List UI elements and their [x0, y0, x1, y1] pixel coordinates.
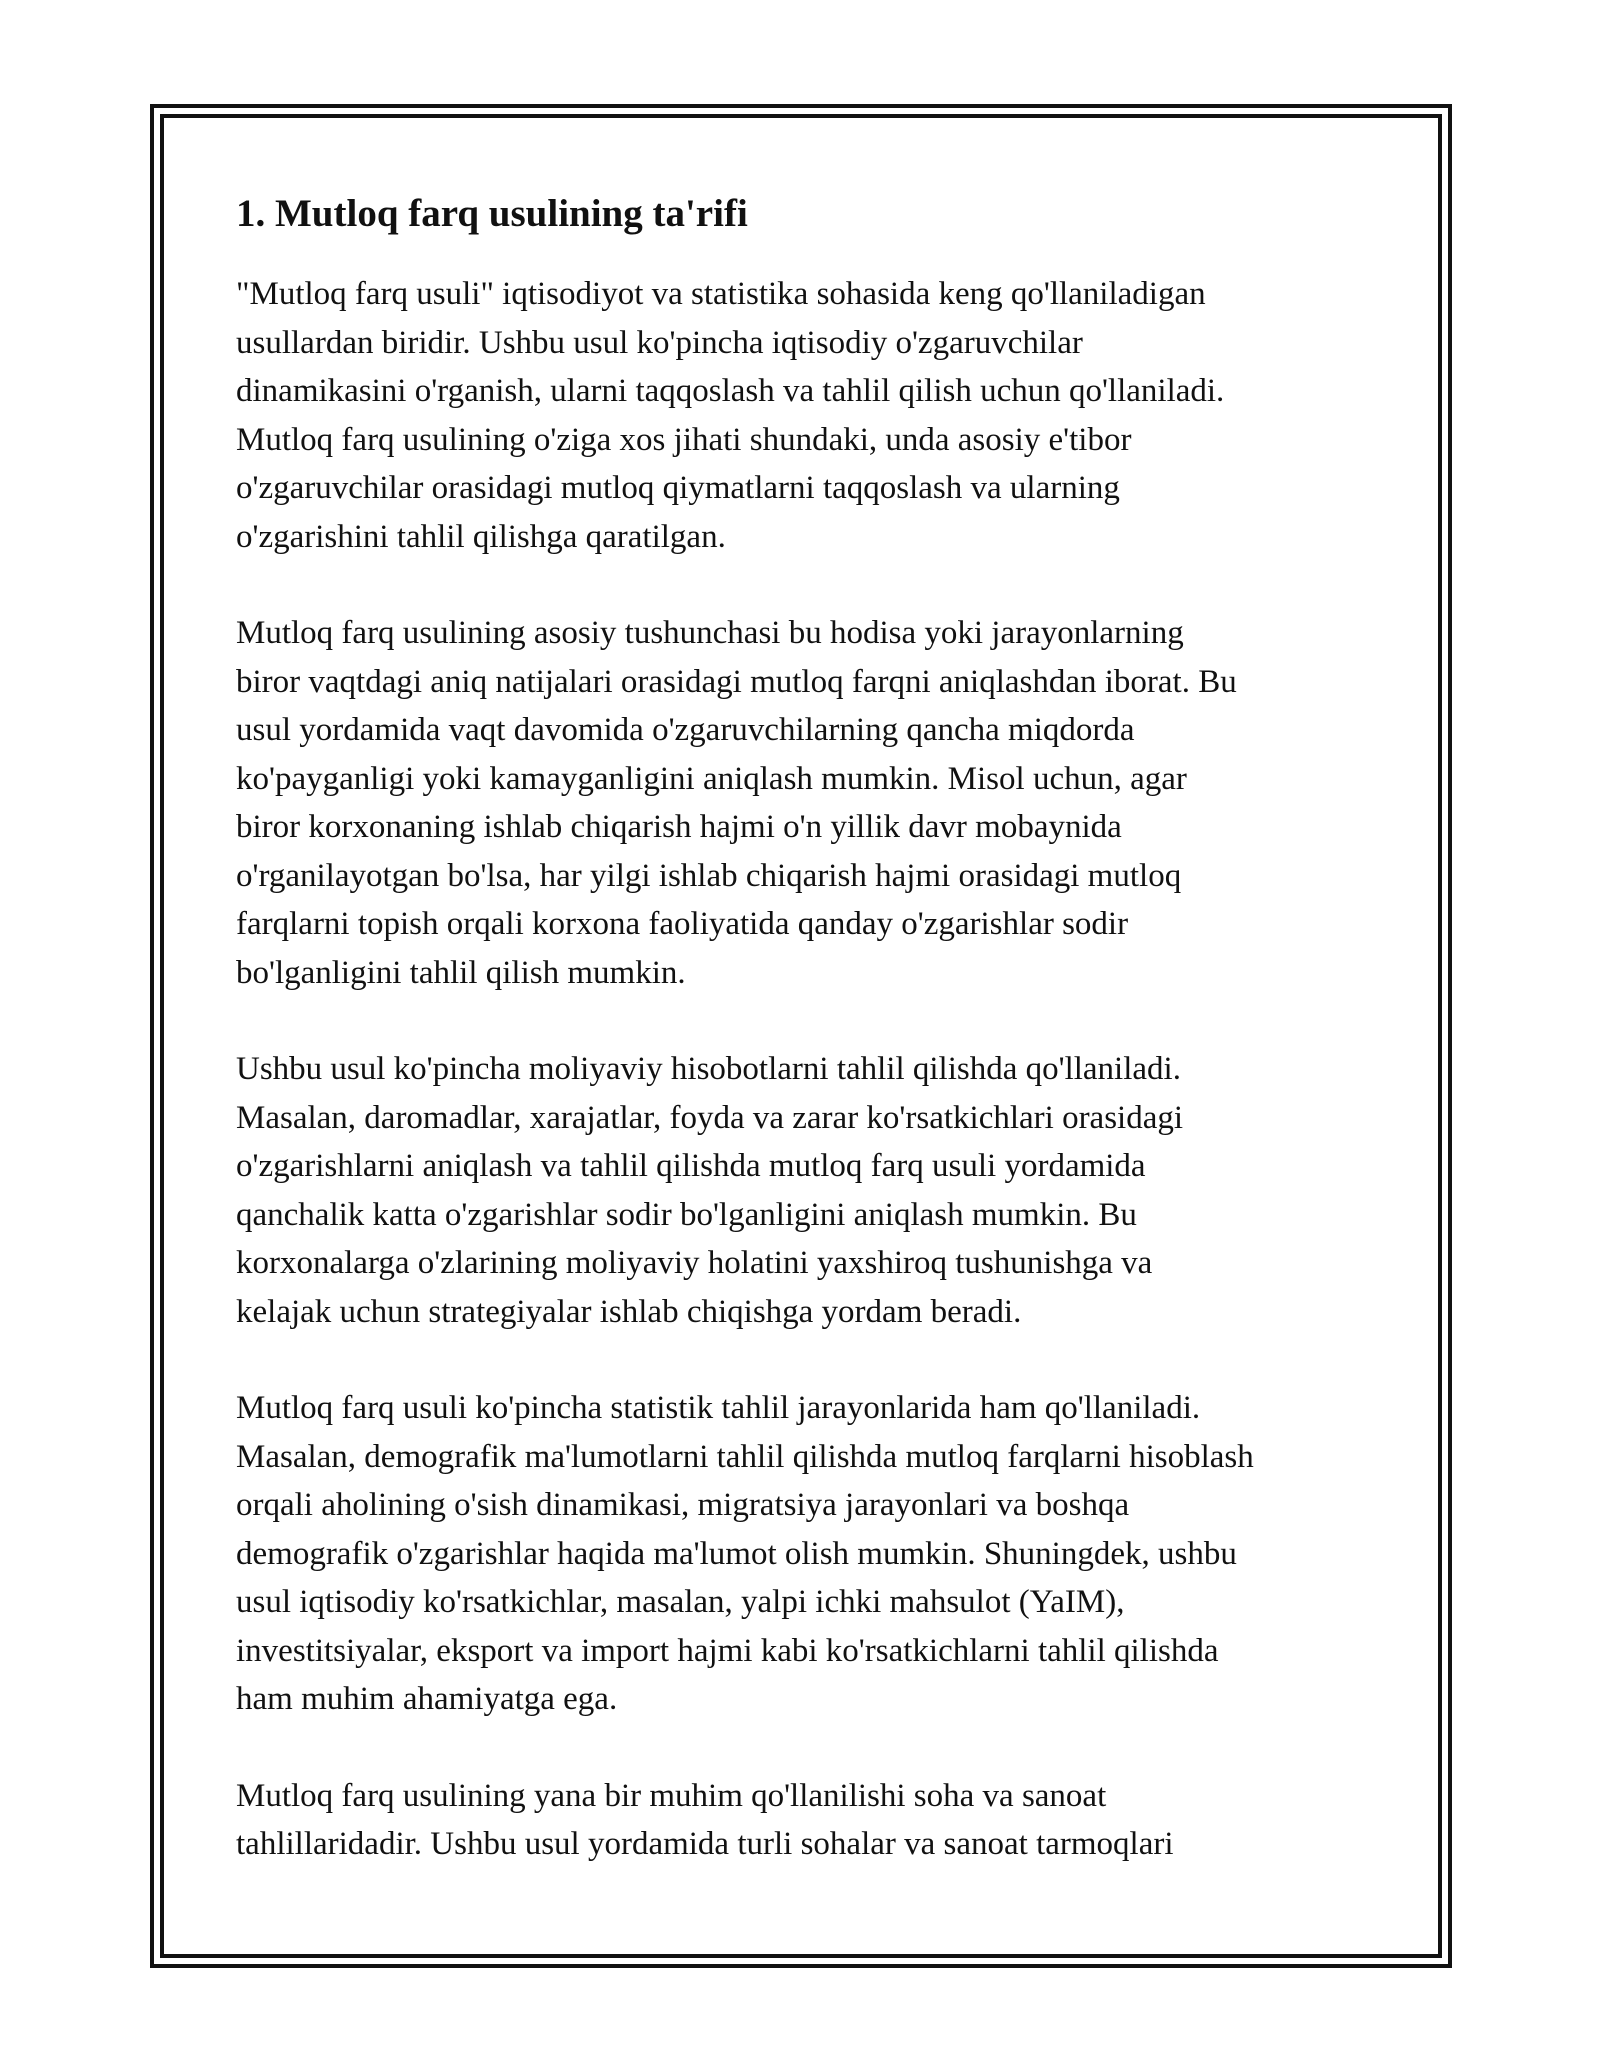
text-line: bo'lganligini tahlil qilish mumkin. — [236, 954, 686, 991]
text-line: biror vaqtdagi aniq natijalari orasidagi mutloq farqni aniqlashdan iborat. Bu — [236, 663, 1237, 700]
text-line: Mutloq farq usulining o'ziga xos jihati shundaki, unda asosiy e'tibor — [236, 421, 1132, 458]
text-line: Masalan, daromadlar, xarajatlar, foyda va zarar ko'rsatkichlari orasidagi — [236, 1099, 1184, 1136]
paragraph-5 — [236, 1772, 1386, 1869]
text-line: orqali aholining o'sish dinamikasi, migratsiya jarayonlari va boshqa — [236, 1487, 1130, 1523]
section-heading: 1. Mutloq farq usulining ta'rifi — [236, 192, 748, 235]
text-line: Ushbu usul ko'pincha moliyaviy hisobotlarni tahlil qilishda qo'llaniladi. — [236, 1051, 1181, 1087]
text-line: demografik o'zgarishlar haqida ma'lumot olish mumkin. Shuningdek, ushbu — [236, 1535, 1237, 1572]
text-line: dinamikasini o'rganish, ularni taqqoslash va tahlil qilish uchun qo'llaniladi. — [236, 373, 1225, 409]
text-line: biror korxonaning ishlab chiqarish hajmi o'n yillik davr mobaynida — [236, 809, 1122, 845]
text-line: usul iqtisodiy ko'rsatkichlar, masalan, yalpi ichki mahsulot (YaIM), — [236, 1584, 1125, 1620]
text-line: korxonalarga o'zlarining moliyaviy holatini yaxshiroq tushunishga va — [236, 1245, 1153, 1281]
text-line: investitsiyalar, eksport va import hajmi kabi ko'rsatkichlarni tahlil qilishda — [236, 1632, 1219, 1669]
paragraph-2 — [236, 609, 1386, 997]
text-line: qanchalik katta o'zgarishlar sodir bo'lganligini aniqlash mumkin. Bu — [236, 1196, 1137, 1233]
text-line: farqlarni topish orqali korxona faoliyatida qanday o'zgarishlar sodir — [236, 906, 1129, 942]
text-line: "Mutloq farq usuli" iqtisodiyot va statistika sohasida keng qo'llaniladigan — [236, 276, 1206, 312]
text-line: kelajak uchun strategiyalar ishlab chiqishga yordam beradi. — [236, 1293, 1022, 1330]
text-line: o'zgarishini tahlil qilishga qaratilgan. — [236, 518, 726, 555]
text-line: ham muhim ahamiyatga ega. — [236, 1681, 618, 1717]
text-line: Mutloq farq usulining asosiy tushunchasi bu hodisa yoki jarayonlarning — [236, 615, 1184, 651]
document-body — [236, 186, 1386, 1917]
paragraph-3 — [236, 1045, 1386, 1336]
paragraph-4 — [236, 1384, 1386, 1724]
text-line: o'zgaruvchilar orasidagi mutloq qiymatlarni taqqoslash va ularning — [236, 470, 1120, 506]
text-line: Masalan, demografik ma'lumotlarni tahlil qilishda mutloq farqlarni hisoblash — [236, 1438, 1254, 1475]
text-line: tahlillaridadir. Ushbu usul yordamida turli sohalar va sanoat tarmoqlari — [236, 1826, 1174, 1862]
text-line: o'zgarishlarni aniqlash va tahlil qilishda mutloq farq usuli yordamida — [236, 1148, 1146, 1184]
paragraph-1 — [236, 270, 1386, 561]
text-line: o'rganilayotgan bo'lsa, har yilgi ishlab chiqarish hajmi orasidagi mutloq — [236, 857, 1182, 894]
text-line: usullardan biridir. Ushbu usul ko'pincha iqtisodiy o'zgaruvchilar — [236, 324, 1083, 361]
text-line: usul yordamida vaqt davomida o'zgaruvchilarning qancha miqdorda — [236, 712, 1135, 748]
text-line: Mutloq farq usuli ko'pincha statistik tahlil jarayonlarida ham qo'llaniladi. — [236, 1390, 1201, 1426]
text-line: ko'payganligi yoki kamayganligini aniqlash mumkin. Misol uchun, agar — [236, 760, 1187, 797]
text-line: Mutloq farq usulining yana bir muhim qo'llanilishi soha va sanoat — [236, 1777, 1107, 1814]
